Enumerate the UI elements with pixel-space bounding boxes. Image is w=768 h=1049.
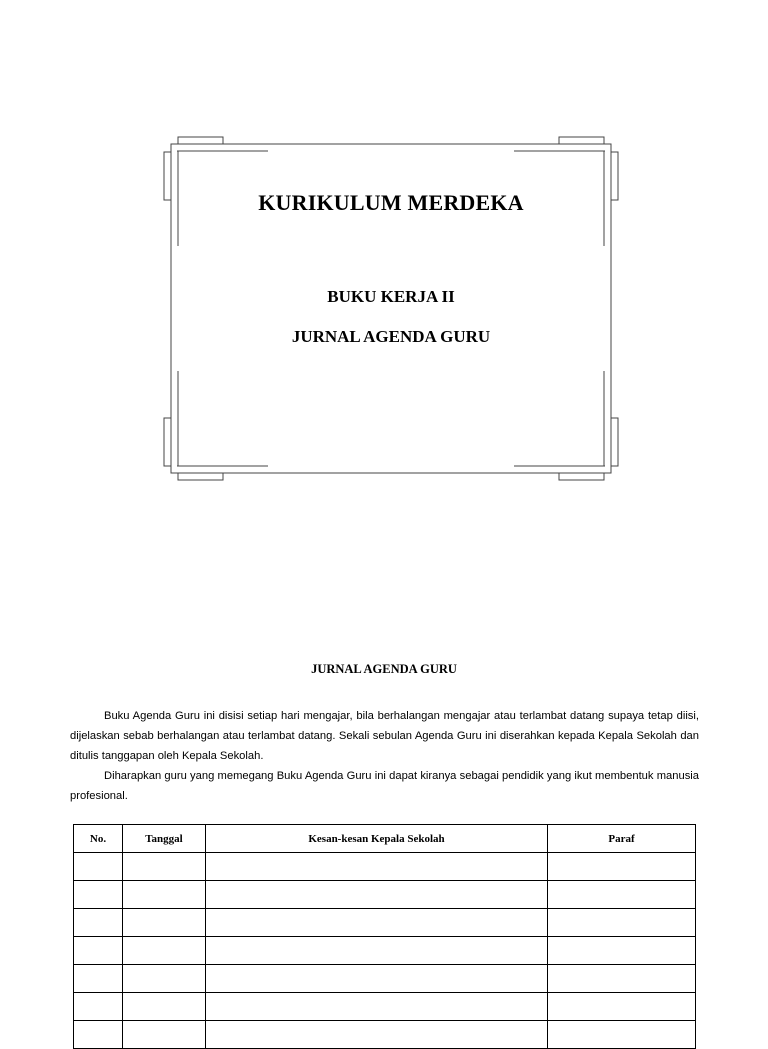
table-cell <box>206 881 548 909</box>
table-cell <box>206 937 548 965</box>
cover-subtitle-book: BUKU KERJA II <box>327 287 455 306</box>
table-cell <box>74 993 123 1021</box>
column-header-kesan: Kesan-kesan Kepala Sekolah <box>206 825 548 853</box>
table-cell <box>548 937 696 965</box>
table-cell <box>206 965 548 993</box>
table-cell <box>548 881 696 909</box>
table-cell <box>548 909 696 937</box>
table-row <box>74 965 696 993</box>
table-cell <box>74 909 123 937</box>
table-row <box>74 937 696 965</box>
table-cell <box>548 965 696 993</box>
table-cell <box>206 993 548 1021</box>
cover-frame <box>163 136 619 481</box>
cover-border-ornament <box>163 136 619 481</box>
table-cell <box>74 937 123 965</box>
section-title: JURNAL AGENDA GURU <box>311 662 457 676</box>
table-cell <box>123 965 206 993</box>
table-row <box>74 1021 696 1049</box>
instructions-text <box>70 706 699 806</box>
column-header-tanggal: Tanggal <box>123 825 206 853</box>
table-cell <box>123 909 206 937</box>
table-cell <box>548 1021 696 1049</box>
table-cell <box>74 853 123 881</box>
table-header-row <box>74 825 696 853</box>
table-cell <box>74 1021 123 1049</box>
table-row <box>74 909 696 937</box>
table-row <box>74 993 696 1021</box>
table-cell <box>206 909 548 937</box>
instructions-paragraph-2: Diharapkan guru yang memegang Buku Agenda Guru ini dapat kiranya sebagai pendidik yang ikut membentuk manusia profesional. <box>70 770 699 802</box>
table-cell <box>206 853 548 881</box>
table-cell <box>123 1021 206 1049</box>
column-header-no: No. <box>74 825 123 853</box>
instructions-paragraph-1: Buku Agenda Guru ini disisi setiap hari mengajar, bila berhalangan mengajar atau terlambat datang supaya tetap diisi, dijelaskan sebab berhalangan atau terlambat datang. Sekali sebulan Agenda Guru ini diserahkan kepada Kepala Sekolah dan ditulis tanggapan oleh Kepala Sekolah. <box>70 710 699 762</box>
table-cell <box>74 881 123 909</box>
agenda-table <box>73 824 696 1049</box>
table-cell <box>123 993 206 1021</box>
table-cell <box>206 1021 548 1049</box>
table-cell <box>123 937 206 965</box>
table-row <box>74 881 696 909</box>
table-cell <box>123 853 206 881</box>
table-cell <box>548 853 696 881</box>
table-cell <box>123 881 206 909</box>
column-header-paraf: Paraf <box>548 825 696 853</box>
cover-subtitle-journal: JURNAL AGENDA GURU <box>291 327 491 346</box>
table-cell <box>548 993 696 1021</box>
cover-title: KURIKULUM MERDEKA <box>258 190 524 215</box>
table-row <box>74 853 696 881</box>
table-cell <box>74 965 123 993</box>
